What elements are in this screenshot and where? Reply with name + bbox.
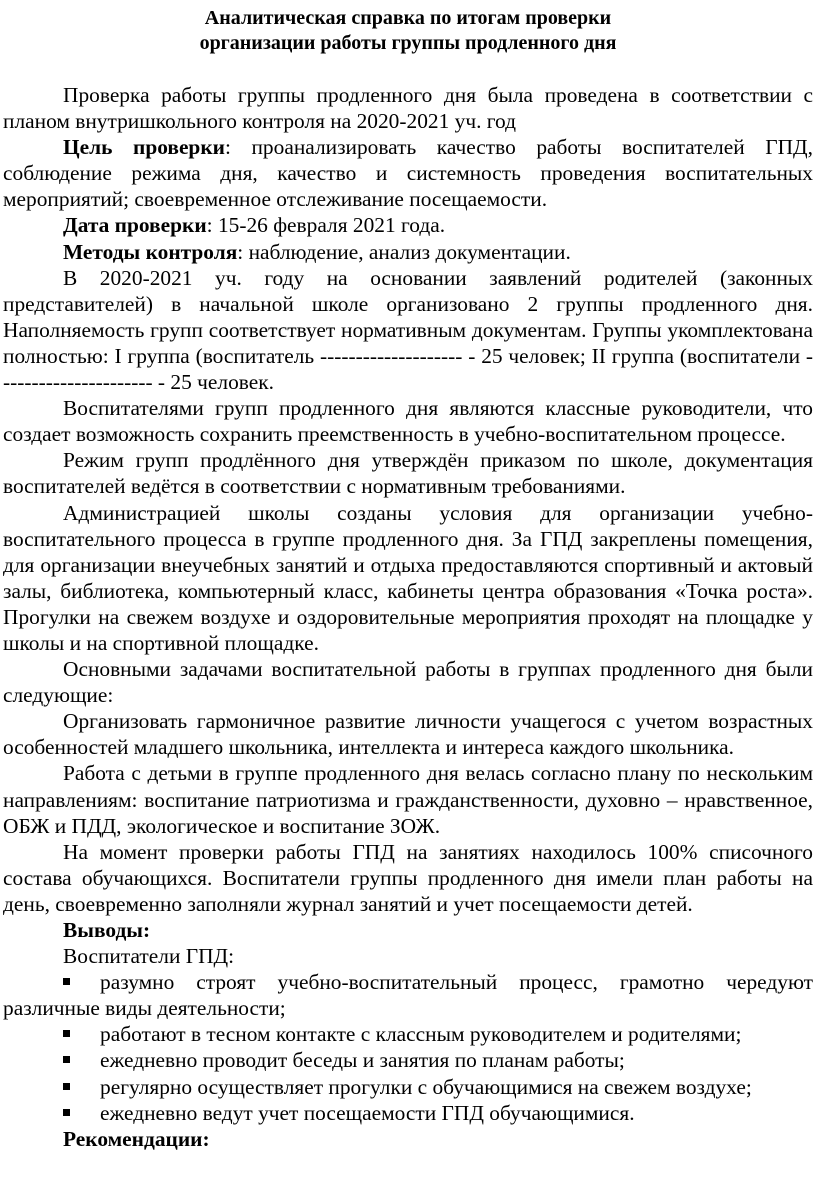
conclusion-item: разумно строят учебно-воспитательный процесс, грамотно чередуют различные виды деятельности;	[3, 970, 813, 1021]
date-text: : 15-26 февраля 2021 года.	[206, 213, 446, 238]
square-bullet-icon	[3, 969, 100, 995]
body-paragraph: В 2020-2021 уч. году на основании заявлений родителей (законных представителей) в начальной школе организовано 2 группы продленного дня. Наполняемость групп соответствует нормативным документам. Группы укомплектована полностью: I группа (воспитатель -------------------- - 25 человек; II группа (воспитатели ---------------------- - 25 человек.	[3, 265, 813, 395]
goal-label: Цель проверки	[63, 135, 225, 160]
title-line-2: организации работы группы продленного дня	[199, 32, 617, 54]
methods-paragraph	[3, 239, 813, 265]
date-label: Дата проверки	[63, 213, 207, 238]
square-bullet-icon	[3, 1074, 100, 1100]
body-paragraph: Воспитателями групп продленного дня являются классные руководители, что создает возможность сохранить преемственность в учебно-воспитательном процессе.	[3, 396, 813, 447]
recommendations-heading: Рекомендации:	[63, 1126, 210, 1151]
body-paragraph: Администрацией школы созданы условия для организации учебно-воспитательного процесса в группе продленного дня. За ГПД закреплены помещения, для организации внеучебных занятий и отдыха предоставляются спортивный и актовый залы, библиотека, компьютерный класс, кабинеты центра образования «Точка роста». Прогулки на свежем воздухе и оздоровительные мероприятия проходят на площадке у школы и на спортивной площадке.	[3, 500, 813, 655]
methods-label: Методы контроля	[63, 239, 238, 264]
intro-paragraph: Проверка работы группы продленного дня была проведена в соответствии с планом внутришкольного контроля на 2020-2021 уч. год	[3, 83, 813, 134]
document-title	[3, 6, 813, 56]
body-paragraph: Работа с детьми в группе продленного дня велась согласно плану по нескольким направлениям: воспитание патриотизма и гражданственности, духовно – нравственное, ОБЖ и ПДД, экологическое и воспитание ЗОЖ.	[3, 761, 813, 838]
conclusion-item: работают в тесном контакте с классным руководителем и родителями;	[3, 1021, 813, 1047]
methods-text: : наблюдение, анализ документации.	[237, 239, 571, 264]
body-paragraph: Режим групп продлённого дня утверждён приказом по школе, документация воспитателей ведётся в соответствии с нормативным требованиями.	[3, 448, 813, 499]
title-line-1: Аналитическая справка по итогам проверки	[204, 7, 612, 29]
body-paragraph: На момент проверки работы ГПД на занятиях находилось 100% списочного состава обучающихся. Воспитатели группы продленного дня имели план работы на день, своевременно заполняли журнал занятий и учет посещаемости детей.	[3, 839, 813, 916]
body-paragraph: Основными задачами воспитательной работы в группах продленного дня были следующие:	[3, 657, 813, 708]
conclusion-item: ежедневно ведут учет посещаемости ГПД обучающимися.	[3, 1100, 813, 1126]
conclusions-lead: Воспитатели ГПД:	[63, 944, 235, 969]
conclusions-heading: Выводы:	[63, 918, 151, 942]
square-bullet-icon	[3, 1021, 100, 1047]
body-paragraph: Организовать гармоничное развитие личности учащегося с учетом возрастных особенностей младшего школьника, интеллекта и интереса каждого школьника.	[3, 709, 813, 760]
conclusion-item: регулярно осуществляет прогулки с обучающимися на свежем воздухе;	[3, 1074, 813, 1100]
goal-paragraph	[3, 134, 813, 212]
square-bullet-icon	[3, 1047, 100, 1073]
square-bullet-icon	[3, 1100, 100, 1126]
date-paragraph	[3, 212, 813, 238]
title-spacer	[3, 56, 813, 82]
goal-text: : проанализировать качество работы воспитателей ГПД, соблюдение режима дня, качество и системность проведения воспитательных мероприятий; своевременное отслеживание посещаемости.	[3, 135, 813, 212]
conclusion-item: ежедневно проводит беседы и занятия по планам работы;	[3, 1047, 813, 1073]
